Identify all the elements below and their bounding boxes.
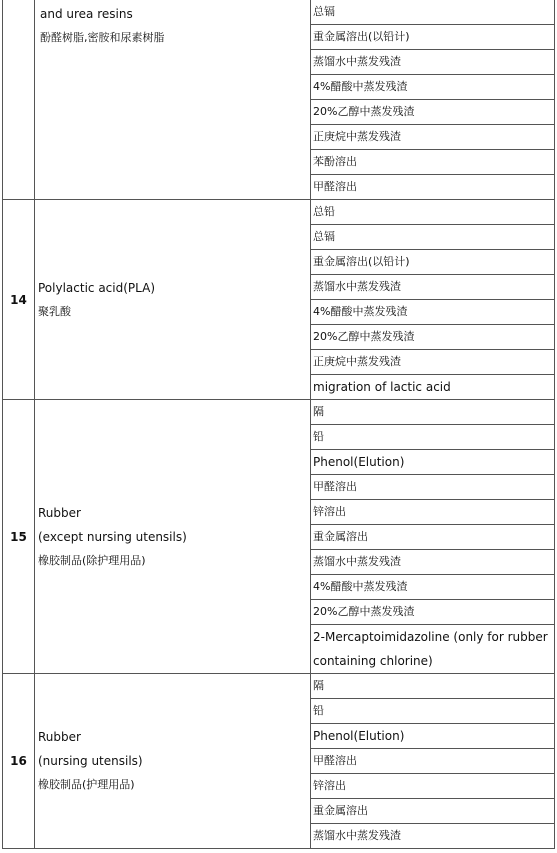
test-item: 铅: [311, 699, 555, 724]
test-item: 隔: [311, 674, 555, 699]
material-name-line: 酚醛树脂,密胺和尿素树脂: [40, 31, 165, 44]
material-name-line: 聚乳酸: [38, 304, 71, 318]
table-row: [3, 0, 555, 25]
test-item: 重金属溶出: [311, 525, 555, 550]
material-name: [35, 400, 311, 674]
test-item: 甲醛溶出: [311, 749, 555, 774]
material-name: [35, 0, 311, 200]
test-item: 总铅: [311, 200, 555, 225]
test-item: 正庚烷中蒸发残渣: [311, 350, 555, 375]
test-item: 20%乙醇中蒸发残渣: [311, 325, 555, 350]
material-name-line: Rubber: [38, 730, 81, 744]
test-item: 20%乙醇中蒸发残渣: [311, 600, 555, 625]
table-row: [3, 400, 555, 425]
material-name: [35, 674, 311, 849]
table-row: [3, 200, 555, 225]
test-item: 重金属溶出(以铅计): [311, 25, 555, 50]
test-item: 蒸馏水中蒸发残渣: [311, 275, 555, 300]
test-item: 4%醋酸中蒸发残渣: [311, 75, 555, 100]
test-item: 20%乙醇中蒸发残渣: [311, 100, 555, 125]
test-item: 铅: [311, 425, 555, 450]
material-name-line: (except nursing utensils): [38, 529, 187, 544]
material-name: [35, 200, 311, 400]
test-item: 4%醋酸中蒸发残渣: [311, 575, 555, 600]
test-item: 隔: [311, 400, 555, 425]
material-name-line: and urea resins: [40, 7, 133, 21]
material-name-line: 橡胶制品(护理用品): [38, 778, 135, 791]
test-item: 甲醛溶出: [311, 475, 555, 500]
row-number: 15: [3, 400, 35, 674]
test-items-table: [2, 0, 555, 849]
test-item: Phenol(Elution): [311, 450, 555, 475]
test-item: 苯酚溶出: [311, 150, 555, 175]
material-name-line: Rubber: [38, 505, 81, 520]
table-body: [3, 0, 555, 849]
test-item: 正庚烷中蒸发残渣: [311, 125, 555, 150]
table-row: [3, 674, 555, 699]
test-item: 重金属溶出: [311, 799, 555, 824]
material-name-line: 橡胶制品(除护理用品): [38, 553, 146, 567]
test-item: 蒸馏水中蒸发残渣: [311, 824, 555, 849]
test-item: 2-Mercaptoimidazoline (only for rubber containing chlorine): [311, 625, 555, 674]
test-item: 4%醋酸中蒸发残渣: [311, 300, 555, 325]
row-number: 16: [3, 674, 35, 849]
test-item: 甲醛溶出: [311, 175, 555, 200]
test-item: Phenol(Elution): [311, 724, 555, 749]
test-item: 锌溶出: [311, 774, 555, 799]
material-name-line: Polylactic acid(PLA): [38, 280, 155, 295]
row-number: 14: [3, 200, 35, 400]
test-item: 锌溶出: [311, 500, 555, 525]
row-number: [3, 0, 35, 200]
test-item: 蒸馏水中蒸发残渣: [311, 550, 555, 575]
test-item: 总镉: [311, 0, 555, 25]
test-item: 蒸馏水中蒸发残渣: [311, 50, 555, 75]
test-item: migration of lactic acid: [311, 375, 555, 400]
test-item: 重金属溶出(以铅计): [311, 250, 555, 275]
material-name-line: (nursing utensils): [38, 754, 143, 768]
test-item: 总镉: [311, 225, 555, 250]
